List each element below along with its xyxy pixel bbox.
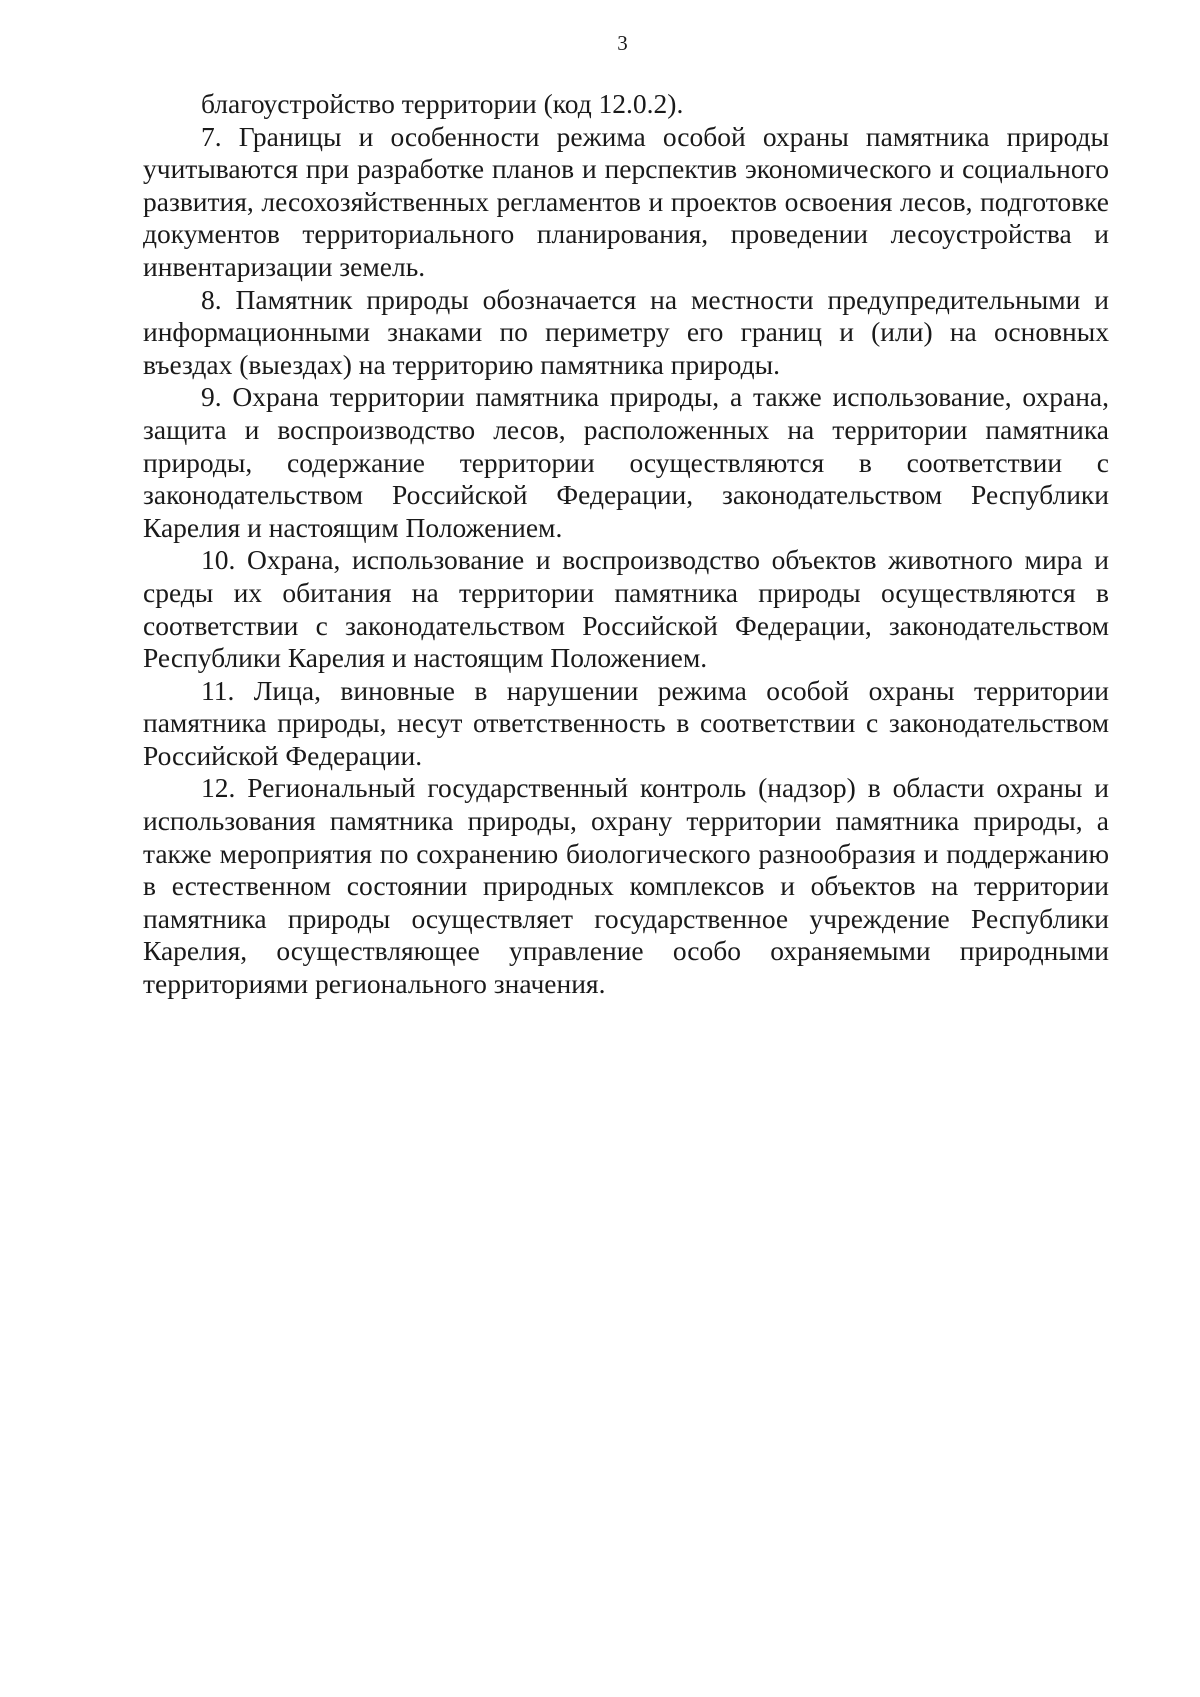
paragraph-12-control: 12. Региональный государственный контроль (надзор) в области охраны и использования памятника природы, охрану территории памятника природы, а также мероприятия по сохранению биологического разнообразия и поддержанию в естественном состоянии природных комплексов и объектов на территории памятника природы осуществляет государственное учреждение Республики Карелия, осуществляющее управление особо охраняемыми природными территориями регионального значения.	[143, 772, 1109, 1000]
paragraph-10-wildlife: 10. Охрана, использование и воспроизводство объектов животного мира и среды их обитания на территории памятника природы осуществляются в соответствии с законодательством Российской Федерации, законодательством Республики Карелия и настоящим Положением.	[143, 544, 1109, 674]
paragraph-11-liability: 11. Лица, виновные в нарушении режима особой охраны территории памятника природы, несут ответственность в соответствии с законодательством Российской Федерации.	[143, 674, 1109, 771]
document-body	[143, 88, 1109, 1001]
paragraph-8-signage: 8. Памятник природы обозначается на местности предупредительными и информационными знаками по периметру его границ и (или) на основных въездах (выездах) на территорию памятника природы.	[143, 283, 1109, 380]
paragraph-7-boundaries: 7. Границы и особенности режима особой охраны памятника природы учитываются при разработке планов и перспектив экономического и социального развития, лесохозяйственных регламентов и проектов освоения лесов, подготовке документов территориального планирования, проведении лесоустройства и инвентаризации земель.	[143, 120, 1109, 282]
page-number: 3	[617, 31, 628, 55]
paragraph-continuation: благоустройство территории (код 12.0.2).	[201, 88, 684, 119]
paragraph-9-protection: 9. Охрана территории памятника природы, а также использование, охрана, защита и воспроизводство лесов, расположенных на территории памятника природы, содержание территории осуществляются в соответствии с законодательством Российской Федерации, законодательством Республики Карелия и настоящим Положением.	[143, 381, 1109, 543]
